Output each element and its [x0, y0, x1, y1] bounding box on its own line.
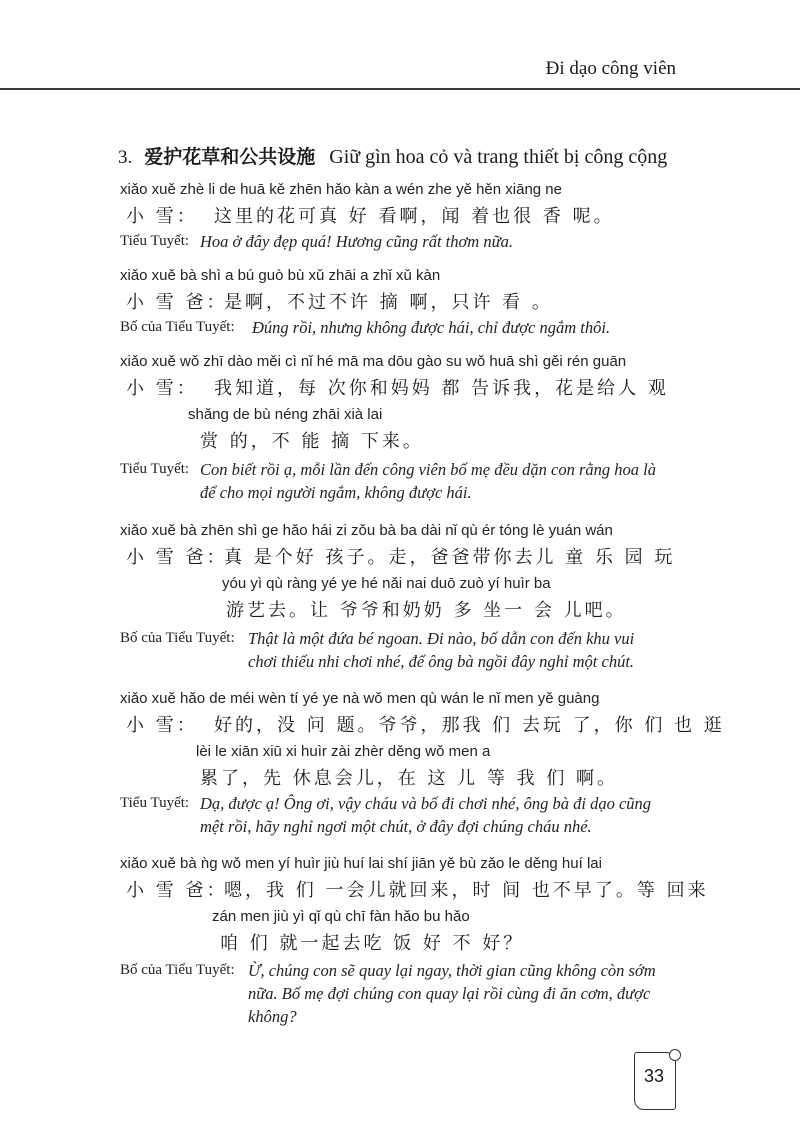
- translation-line: không?: [248, 1007, 297, 1026]
- translation-line: Hoa ở đây đẹp quá! Hương cũng rất thơm nữa.: [200, 232, 513, 251]
- pinyin-line: xiǎo xuě bà zhēn shì ge hǎo hái zi zǒu bà ba dài nǐ qù ér tóng lè yuán wán: [120, 522, 613, 539]
- hanzi-line: [126, 711, 725, 737]
- translation-line: Con biết rồi ạ, mỗi lần đến công viên bố mẹ đều dặn con rằng hoa là: [200, 460, 656, 479]
- hanzi-line: 游艺去。让 爷爷和奶奶 多 坐一 会 儿吧。: [226, 600, 627, 621]
- hanzi-line: 赏 的，不 能 摘 下来。: [200, 431, 424, 452]
- speaker-vi: Bố của Tiểu Tuyết:: [120, 962, 235, 978]
- pinyin-line: xiǎo xuě bà shì a bú guò bù xǔ zhāi a zhǐ xǔ kàn: [120, 267, 441, 284]
- hanzi-line: [126, 876, 709, 902]
- translation-line: Đúng rồi, nhưng không được hái, chỉ được ngắm thôi.: [252, 318, 611, 337]
- hanzi-line: [126, 288, 553, 314]
- speaker-zh: 小 雪：: [126, 715, 198, 736]
- hanzi-line: [126, 374, 669, 400]
- section-number: 3.: [118, 147, 133, 168]
- page-number-badge: [634, 1052, 678, 1114]
- translation-line: chơi thiếu nhi chơi nhé, để ông bà ngồi đây nghỉ một chút.: [248, 652, 635, 671]
- translation-line: nữa. Bố mẹ đợi chúng con quay lại rồi cùng đi ăn cơm, được: [248, 984, 651, 1003]
- translation-line: Thật là một đứa bé ngoan. Đi nào, bố dẫn con đến khu vui: [248, 629, 635, 648]
- translation-line: Ừ, chúng con sẽ quay lại ngay, thời gian cũng không còn sớm: [248, 961, 656, 980]
- pinyin-line: lèi le xiān xiū xi huìr zài zhèr děng wǒ men a: [196, 743, 491, 760]
- pinyin-line: shǎng de bù néng zhāi xià lai: [188, 406, 383, 423]
- pinyin-line: xiǎo xuě wǒ zhī dào měi cì nǐ hé mā ma dōu gào su wǒ huā shì gěi rén guān: [120, 353, 627, 370]
- translation-line: Dạ, được ạ! Ông ơi, vậy cháu và bố đi chơi nhé, ông bà đi dạo cũng: [200, 794, 652, 813]
- speaker-vi: Tiểu Tuyết:: [120, 795, 190, 811]
- speaker-zh: 小 雪：: [126, 206, 198, 227]
- translation-line: để cho mọi người ngắm, không được hái.: [200, 483, 472, 502]
- speaker-zh: 小 雪 爸：: [126, 880, 228, 901]
- hanzi-line: [126, 202, 615, 228]
- page-header: [0, 0, 800, 90]
- speaker-zh: 小 雪：: [126, 378, 198, 399]
- speaker-vi: Bố của Tiểu Tuyết:: [120, 319, 235, 335]
- speaker-vi: Tiểu Tuyết:: [120, 233, 190, 249]
- page-number: 33: [643, 1066, 665, 1086]
- hanzi-line: 累了，先 休息会儿，在 这 儿 等 我 们 啊。: [200, 768, 619, 789]
- pinyin-line: xiǎo xuě hǎo de méi wèn tí yé ye nà wǒ men qù wán le nǐ men yě guàng: [120, 690, 600, 707]
- hanzi-line: [126, 543, 675, 569]
- speaker-vi: Tiểu Tuyết:: [120, 461, 190, 477]
- hanzi-line: 咱 们 就一起去吃 饭 好 不 好？: [220, 933, 525, 954]
- section-title-zh: 爱护花草和公共设施: [144, 146, 316, 168]
- hanzi-text: 好的，没 问 题。爷爷，那我 们 去玩 了，你 们 也 逛: [214, 715, 725, 736]
- section-title: [118, 142, 667, 169]
- pinyin-line: yóu yì qù ràng yé ye hé nǎi nai duō zuò yí huìr ba: [222, 575, 551, 592]
- hanzi-text: 是啊，不过不许 摘 啊，只许 看 。: [224, 292, 553, 313]
- pinyin-line: xiǎo xuě zhè li de huā kě zhēn hǎo kàn a wén zhe yě hěn xiāng ne: [120, 181, 562, 198]
- speaker-vi: Bố của Tiểu Tuyết:: [120, 630, 235, 646]
- hanzi-text: 这里的花可真 好 看啊，闻 着也很 香 呢。: [214, 206, 615, 227]
- hanzi-text: 嗯，我 们 一会儿就回来，时 间 也不早了。等 回来: [224, 880, 709, 901]
- section-title-vi: Giữ gìn hoa cỏ và trang thiết bị công cộng: [329, 146, 668, 168]
- speaker-zh: 小 雪 爸：: [126, 547, 228, 568]
- hanzi-text: 真 是个好 孩子。走，爸爸带你去儿 童 乐 园 玩: [224, 547, 676, 568]
- pinyin-line: xiǎo xuě bà ǹg wǒ men yí huìr jiù huí lai shí jiān yě bù zǎo le děng huí lai: [120, 855, 602, 872]
- speaker-zh: 小 雪 爸：: [126, 292, 228, 313]
- chapter-title: Đi dạo công viên: [545, 58, 676, 79]
- hanzi-text: 我知道，每 次你和妈妈 都 告诉我，花是给人 观: [214, 378, 669, 399]
- pinyin-line: zán men jiù yì qǐ qù chī fàn hǎo bu hǎo: [212, 908, 470, 925]
- translation-line: mệt rồi, hãy nghỉ ngơi một chút, ở đây đợi chúng cháu nhé.: [200, 817, 592, 836]
